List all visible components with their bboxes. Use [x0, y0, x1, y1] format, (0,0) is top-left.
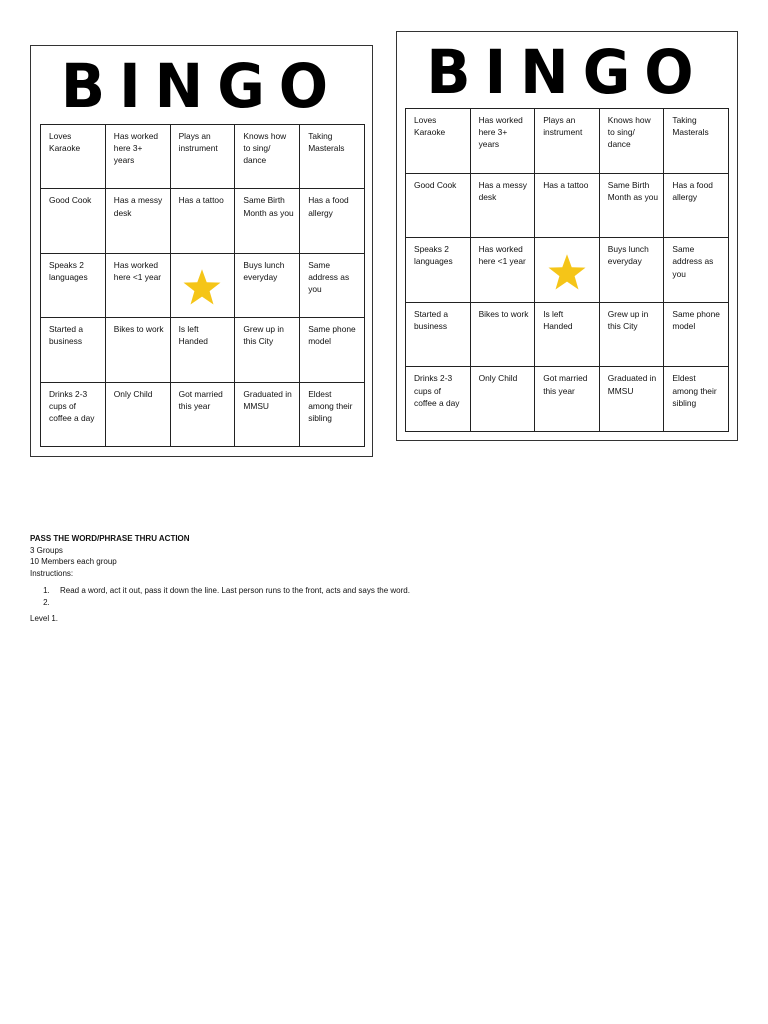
bingo-cell: Graduated in MMSU [235, 383, 300, 447]
bingo-cell: Has a tattoo [171, 189, 236, 253]
bingo-cell: Same address as you [664, 238, 729, 303]
bingo-cell: Has a tattoo [535, 174, 600, 239]
bingo-cell: Same Birth Month as you [235, 189, 300, 253]
bingo-cell: Speaks 2 languages [406, 238, 471, 303]
bingo-cell: Eldest among their sibling [664, 367, 729, 432]
bingo-cell: Good Cook [41, 189, 106, 253]
bingo-cell: Taking Masterals [300, 125, 365, 189]
bingo-cell: Grew up in this City [600, 303, 665, 368]
bingo-cell: Has worked here 3+ years [471, 109, 536, 174]
members-count: 10 Members each group [30, 557, 117, 567]
bingo-cell: Has a food allergy [664, 174, 729, 239]
bingo-cell: Grew up in this City [235, 318, 300, 382]
bingo-cell: Loves Karaoke [41, 125, 106, 189]
bingo-cell: Knows how to sing/ dance [235, 125, 300, 189]
bingo-cell: Only Child [471, 367, 536, 432]
free-space-cell [171, 254, 236, 318]
bingo-cell: Same phone model [664, 303, 729, 368]
bingo-cell: Knows how to sing/ dance [600, 109, 665, 174]
bingo-cell: Plays an instrument [535, 109, 600, 174]
activity-instructions [30, 533, 410, 625]
bingo-cell: Has worked here 3+ years [106, 125, 171, 189]
bingo-cell: Bikes to work [106, 318, 171, 382]
bingo-cell: Drinks 2-3 cups of coffee a day [406, 367, 471, 432]
bingo-cell: Has worked here <1 year [106, 254, 171, 318]
instruction-steps [30, 585, 410, 608]
bingo-cell: Is left Handed [171, 318, 236, 382]
bingo-cell: Got married this year [535, 367, 600, 432]
star-icon [182, 269, 222, 307]
bingo-cell: Loves Karaoke [406, 109, 471, 174]
bingo-cell: Graduated in MMSU [600, 367, 665, 432]
bingo-cell: Speaks 2 languages [41, 254, 106, 318]
bingo-cell: Buys lunch everyday [600, 238, 665, 303]
bingo-card-2 [396, 31, 738, 441]
bingo-grid [40, 124, 365, 447]
bingo-cell: Buys lunch everyday [235, 254, 300, 318]
instruction-step: 1. Read a word, act it out, pass it down the line. Last person runs to the front, acts and says the word. [52, 585, 410, 597]
bingo-title: BINGO [426, 36, 708, 108]
bingo-cell: Same address as you [300, 254, 365, 318]
bingo-title: BINGO [60, 50, 343, 122]
bingo-cell: Good Cook [406, 174, 471, 239]
bingo-cell: Taking Masterals [664, 109, 729, 174]
level-label: Level 1. [30, 614, 59, 624]
bingo-cell: Only Child [106, 383, 171, 447]
bingo-cell: Started a business [41, 318, 106, 382]
free-space-cell [535, 238, 600, 303]
bingo-cell: Has worked here <1 year [471, 238, 536, 303]
instructions-label: Instructions: [30, 569, 74, 579]
bingo-cell: Bikes to work [471, 303, 536, 368]
instruction-step [52, 597, 410, 609]
bingo-card-1 [30, 45, 373, 457]
bingo-cell: Drinks 2-3 cups of coffee a day [41, 383, 106, 447]
bingo-cell: Has a food allergy [300, 189, 365, 253]
bingo-cell: Started a business [406, 303, 471, 368]
bingo-cell: Same Birth Month as you [600, 174, 665, 239]
bingo-cell: Plays an instrument [171, 125, 236, 189]
bingo-cell: Eldest among their sibling [300, 383, 365, 447]
bingo-cell: Has a messy desk [106, 189, 171, 253]
bingo-cell: Is left Handed [535, 303, 600, 368]
groups-count: 3 Groups [30, 545, 63, 555]
bingo-cell: Same phone model [300, 318, 365, 382]
star-icon [547, 253, 587, 291]
bingo-cell: Got married this year [171, 383, 236, 447]
activity-heading: PASS THE WORD/PHRASE THRU ACTION [30, 534, 190, 543]
bingo-grid [405, 108, 729, 432]
bingo-cell: Has a messy desk [471, 174, 536, 239]
